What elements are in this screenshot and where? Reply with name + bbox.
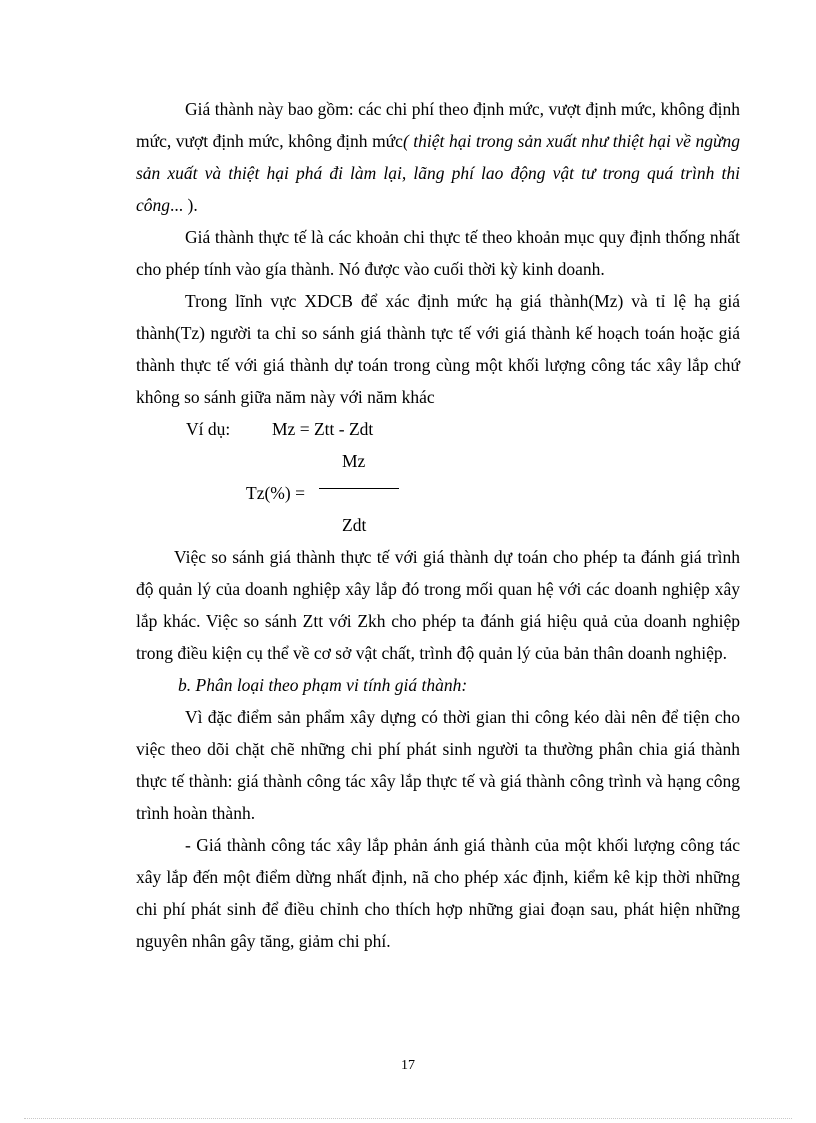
cost-components-text: Giá thành này bao gồm: các chi phí theo định mức, vượt định mức, không định mức, vượt định mức, không định mức [136,99,740,151]
paragraph-actual-cost: Giá thành thực tế là các khoản chi thực tế theo khoản mục quy định thống nhất cho phép tính vào gía thành. Nó được vào cuối thời kỳ kinh doanh. [136,227,740,279]
formula-block [136,413,740,541]
example-label: Ví dụ: [186,419,231,439]
cost-components-italic: ( thiệt hại trong sản xuất như thiệt hại về ngừng sản xuất và thiệt hại phá đi làm lại, lãng phí lao động vật tư trong quá trình thi công [136,131,740,215]
paragraph-cost-components [136,93,740,221]
paragraph-construction-cost: - Giá thành công tác xây lắp phản ánh giá thành của một khối lượng công tác xây lắp đến một điểm dừng nhất định, nã cho phép xác định, kiểm kê kịp thời những chi phí phát sinh để điều chỉnh cho thích hợp những giai đoạn sau, phát hiện những nguyên nhân gây tăng, giảm chi phí. [136,835,740,951]
cost-components-end: ... ). [170,195,198,215]
mz-equation: Mz = Ztt - Zdt [272,419,374,439]
paragraph-cost-comparison: Việc so sánh giá thành thực tế với giá thành dự toán cho phép ta đánh giá trình độ quản lý của doanh nghiệp xây lắp đó trong mối quan hệ với các doanh nghiệp xây lắp khác. Việc so sánh Ztt với Zkh cho phép ta đánh giá hiệu quả của doanh nghiệp trong điều kiện cụ thể về cơ sở vật chất, trình độ quản lý của bản thân doanh nghiệp. [136,547,740,663]
body-text [136,93,740,957]
page-bottom-divider [24,1118,792,1119]
paragraph-xdcb-comparison: Trong lĩnh vực XDCB để xác định mức hạ giá thành(Mz) và tỉ lệ hạ giá thành(Tz) người ta chỉ so sánh giá thành tực tế với giá thành kế hoạch toán hoặc giá thành thực tế với giá thành dự toán trong cùng một khối lượng công tác xây lắp chứ không so sánh giữa năm này với năm khác [136,291,740,407]
tz-label: Tz(%) = [246,483,305,503]
fraction-denominator: Zdt [342,515,367,535]
fraction-numerator: Mz [342,451,366,471]
heading-classification: b. Phân loại theo phạm vi tính giá thành: [178,675,468,695]
paragraph-product-features: Vì đặc điểm sản phẩm xây dựng có thời gian thi công kéo dài nên để tiện cho việc theo dõi chặt chẽ những chi phí phát sinh người ta thường phân chia giá thành thực tế thành: giá thành công tác xây lắp thực tế và giá thành công trình và hạng công trình hoàn thành. [136,707,740,823]
page-number: 17 [401,1058,415,1073]
fraction-line [319,488,399,489]
